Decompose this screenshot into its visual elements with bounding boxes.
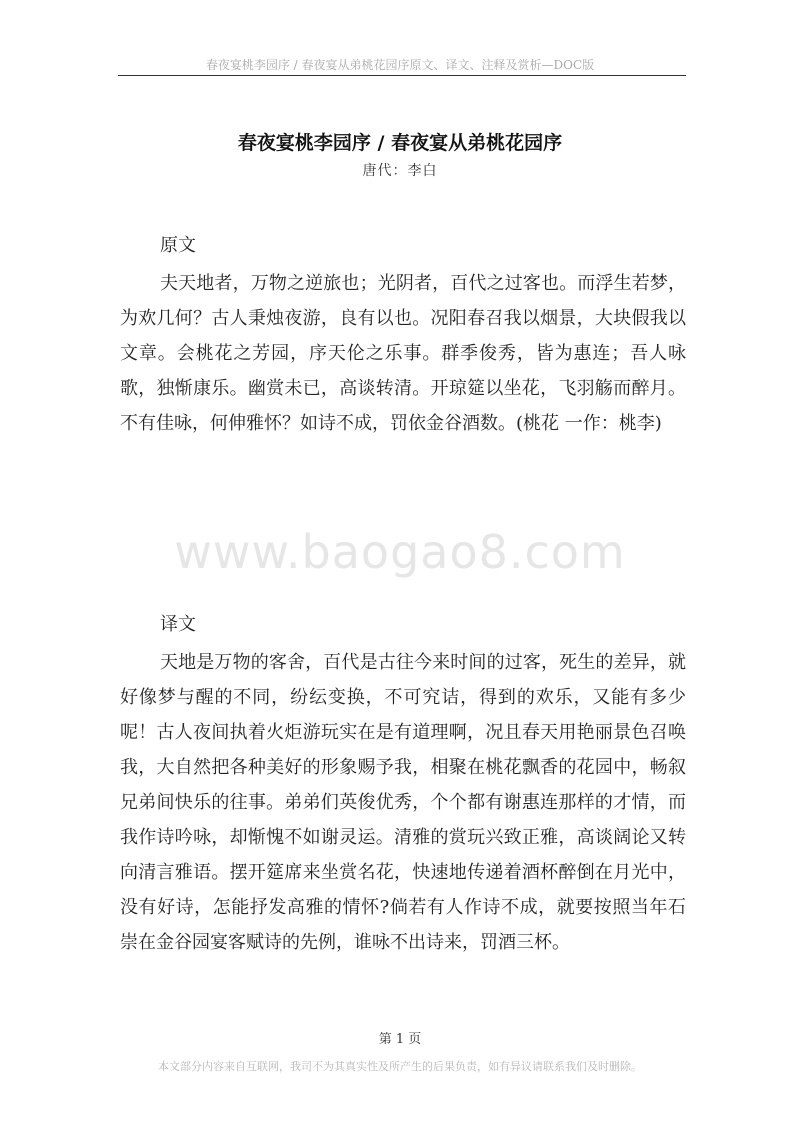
watermark: www.baogao8.com bbox=[174, 525, 626, 579]
header-divider bbox=[118, 75, 686, 76]
footer-disclaimer: 本文部分内容来自互联网，我司不为其真实性及所产生的后果负责，如有异议请联系我们及时删除。 bbox=[158, 1060, 642, 1073]
page-number: 第 1 页 bbox=[378, 1032, 422, 1047]
original-text-heading: 原文 bbox=[160, 235, 196, 256]
original-text-paragraph: 夫天地者，万物之逆旅也；光阴者，百代之过客也。而浮生若梦，为欢几何？古人秉烛夜游，良有以也。况阳春召我以烟景，大块假我以文章。会桃花之芳园，序天伦之乐事。群季俊秀，皆为惠连；吾人咏歌，独惭康乐。幽赏未已，高谈转清。开琼筵以坐花，飞羽觞而醉月。不有佳咏，何伸雅怀？如诗不成，罚依金谷酒数。(桃花 一作：桃李) bbox=[120, 273, 686, 434]
running-header: 春夜宴桃李园序 / 春夜宴从弟桃花园序原文、译文、注释及赏析—DOC版 bbox=[205, 58, 595, 72]
translation-paragraph: 天地是万物的客舍，百代是古往今来时间的过客，死生的差异，就好像梦与醒的不同，纷纭变换，不可究诘，得到的欢乐，又能有多少呢！古人夜间执着火炬游玩实在是有道理啊，况且春天用艳丽景色召唤我，大自然把各种美好的形象赐予我，相聚在桃花飘香的花园中，畅叙兄弟间快乐的往事。弟弟们英俊优秀，个个都有谢惠连那样的才情，而我作诗吟咏，却惭愧不如谢灵运。清雅的赏玩兴致正雅，高谈阔论又转向清言雅语。摆开筵席来坐赏名花，快速地传递着酒杯醉倒在月光中，没有好诗，怎能抒发高雅的情怀?倘若有人作诗不成，就要按照当年石崇在金谷园宴客赋诗的先例，谁咏不出诗来，罚酒三杯。 bbox=[120, 652, 686, 953]
document-author: 唐代：李白 bbox=[362, 163, 438, 179]
document-title: 春夜宴桃李园序 / 春夜宴从弟桃花园序 bbox=[237, 132, 563, 154]
translation-heading: 译文 bbox=[160, 614, 196, 635]
